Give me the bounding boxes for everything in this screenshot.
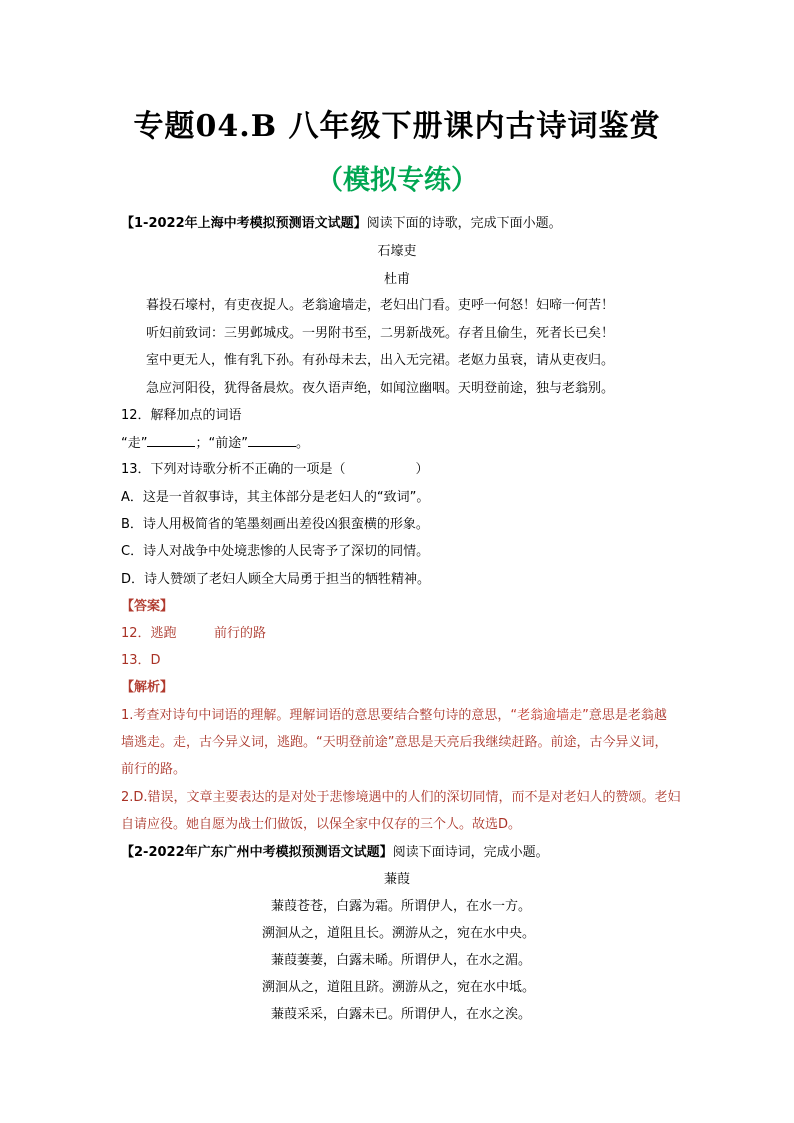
question-12-label: 12．解释加点的词语	[121, 408, 242, 423]
document-subtitle: （模拟专练）	[316, 165, 478, 196]
option-b: B．诗人用极简省的笔墨刻画出差役凶狠蛮横的形象。	[121, 517, 429, 532]
analysis-1-line-2: 墙逃走。走，古今异义词，逃跑。“天明登前途”意思是天亮后我继续赶路。前途，古今异义词，	[121, 735, 668, 750]
answer-blank-2	[248, 434, 296, 447]
option-a: A．这是一首叙事诗，其主体部分是老妇人的“致词”。	[121, 490, 430, 505]
analysis-1-line-3: 前行的路。	[121, 762, 187, 777]
poem-line: 急应河阳役，犹得备晨炊。夜久语声绝，如闻泣幽咽。天明登前途，独与老翁别。	[146, 381, 615, 396]
question-1-header	[121, 215, 562, 233]
source-label: 【1-2022年上海中考模拟预测语文试题】	[121, 216, 367, 231]
end-mark: 。	[295, 436, 309, 451]
word-1: “走”	[121, 436, 148, 451]
poem-line: 蒹葭苍苍，白露为霜。所谓伊人，在水一方。	[271, 899, 532, 914]
poem-title: 蒹葭	[383, 872, 410, 887]
separator: ；	[195, 436, 209, 451]
question-2-header	[121, 844, 549, 862]
word-2: “前途”	[208, 436, 248, 451]
source-label: 【2-2022年广东广州中考模拟预测语文试题】	[121, 845, 393, 860]
answer-blank-1	[147, 434, 195, 447]
instruction: 阅读下面的诗歌，完成下面小题。	[366, 216, 562, 231]
poem-line: 听妇前致词：三男邺城戍。一男附书至，二男新战死。存者且偷生，死者长已矣！	[146, 326, 615, 341]
analysis-quote: “老翁逾墙走”	[510, 708, 589, 723]
analysis-2-line-1: 2.D.错误，文章主要表达的是对处于悲惨境遇中的人们的深切同情，而不是对老妇人的赞颂。老妇	[121, 790, 681, 805]
poem-title: 石壕吏	[377, 244, 417, 259]
poem-line: 溯洄从之，道阻且长。溯游从之，宛在水中央。	[262, 926, 536, 941]
analysis-text: 1.考查对诗句中词语的理解。理解词语的意思要结合整句诗的意思，	[121, 708, 511, 723]
analysis-1-line-1	[121, 707, 667, 725]
option-d: D．诗人赞颂了老妇人顾全大局勇于担当的牺牲精神。	[121, 572, 431, 587]
option-c: C．诗人对战争中处境悲惨的人民寄予了深切的同情。	[121, 544, 430, 559]
poem-line: 蒹葭萋萋，白露未晞。所谓伊人，在水之湄。	[271, 953, 532, 968]
poem-line: 暮投石壕村，有吏夜捉人。老翁逾墙走，老妇出门看。吏呼一何怒！妇啼一何苦！	[146, 298, 615, 313]
answer-tag: 【答案】	[121, 599, 174, 614]
question-12-blanks	[121, 434, 309, 453]
question-13-text: 13．下列对诗歌分析不正确的一项是（	[121, 462, 346, 477]
instruction: 阅读下面诗词，完成小题。	[392, 845, 549, 860]
document-title: 专题04.B 八年级下册课内古诗词鉴赏	[133, 109, 661, 144]
question-13-label	[121, 461, 429, 479]
poem-line: 溯洄从之，道阻且跻。溯游从之，宛在水中坻。	[262, 980, 536, 995]
answer-13: 13．D	[121, 653, 161, 668]
poem-line: 蒹葭采采，白露未已。所谓伊人，在水之涘。	[271, 1007, 532, 1022]
paren-close: ）	[415, 462, 429, 477]
analysis-tag: 【解析】	[121, 680, 174, 695]
answer-12: 12．逃跑	[121, 626, 177, 641]
analysis-2-line-2: 自请应役。她自愿为战士们做饭，以保全家中仅存的三个人。故选D。	[121, 817, 522, 832]
analysis-text: 意思是老翁越	[588, 708, 667, 723]
answer-12b: 前行的路	[214, 626, 267, 641]
poem-line: 室中更无人，惟有乳下孙。有孙母未去，出入无完裙。老妪力虽衰，请从吏夜归。	[146, 353, 615, 368]
poem-author: 杜甫	[383, 272, 410, 287]
